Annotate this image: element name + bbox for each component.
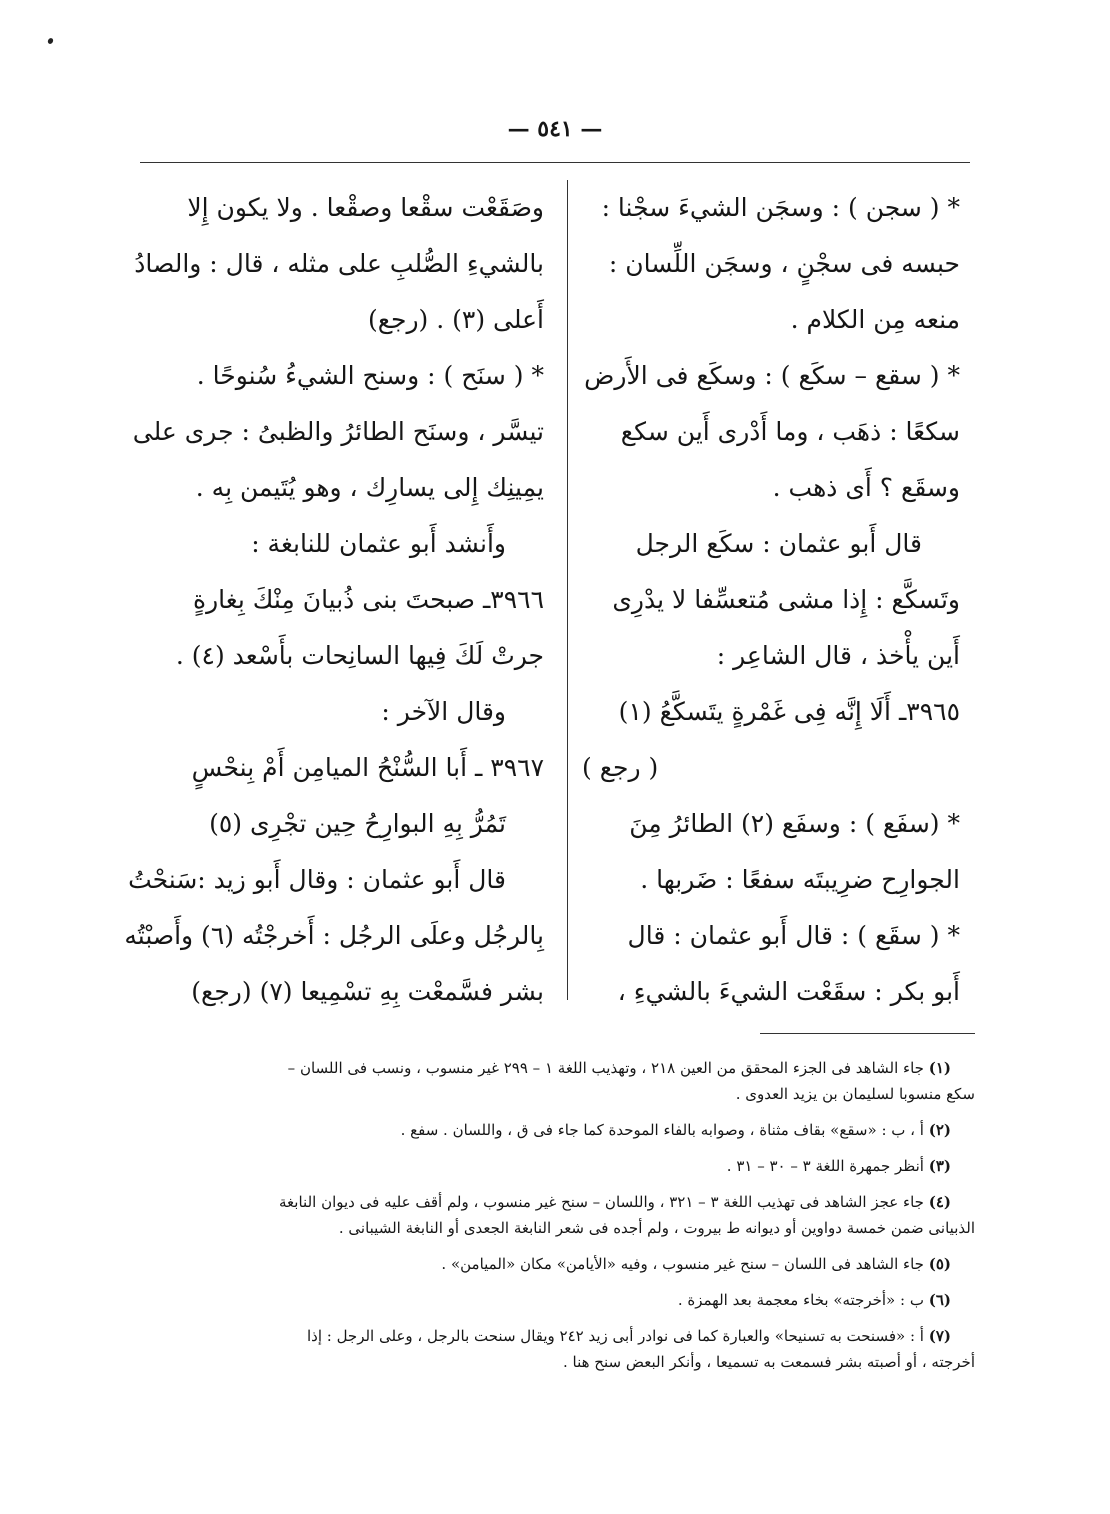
right-line: الجوارِح ضرِيبتَه سفعًا : ضَربها . [640, 865, 960, 894]
left-line: تيسَّر ، وسنَح الطائرُ والظبىُ : جرى على [132, 417, 544, 446]
footnote-line [150, 1287, 975, 1313]
footnote-text: أ ، ب : «سقع» بقاف مثناة ، وصوابه بالفاء الموحدة كما جاء فى ق ، واللسان . سفع . [400, 1121, 924, 1139]
left-line: بشر فسَّمعْت بِهِ تسْمِيعا (٧) (رجع) [191, 977, 544, 1006]
footnote [150, 1117, 975, 1143]
verse-line: ٣٩٦٦ـ صبحتَ بنى ذُبيانَ مِنْكَ بِغارةٍ [193, 585, 544, 614]
right-line: وسقَع ؟ أَى ذهب . [772, 473, 960, 502]
verse-line: ٣٩٦٥ـ أَلَا إِنَّه فِى غَمْرةٍ يتَسكَّعُ (١) [618, 697, 960, 726]
footnote-line [150, 1251, 975, 1277]
left-line: قال أَبو عثمان : وقال أَبو زيد :سَنحْتُ [128, 865, 506, 894]
left-column [124, 180, 544, 1020]
header-rule [140, 162, 970, 163]
footnote-number: (٣) [928, 1157, 951, 1175]
footnote-rule [760, 1033, 975, 1034]
footnotes [150, 1055, 975, 1385]
footnote-line [150, 1153, 975, 1179]
footnote-text: جاء الشاهد فى الجزء المحقق من العين ٢١٨ ، وتهذيب اللغة ١ – ٢٩٩ غير منسوب ، ونسب فى اللسان – [287, 1059, 924, 1077]
footnote-number: (٦) [928, 1291, 951, 1309]
right-column [582, 180, 960, 1020]
right-line: سكعًا : ذهَب ، وما أَدْرى أَين سكع [620, 417, 960, 446]
footnote-number: (١) [928, 1059, 951, 1077]
left-line: وقال الآخر : [381, 697, 506, 726]
footnote [150, 1153, 975, 1179]
footnote [150, 1323, 975, 1375]
right-line: أَين يأْخذ ، قال الشاعِر : [716, 641, 960, 670]
footnote-text: أ : «فسنحت به تسنيحا» والعبارة كما فى نوادر أبى زيد ٢٤٢ ويقال سنحت بالرجل ، وعلى الرجل : إذا [306, 1327, 924, 1345]
left-line: بالشيءِ الصُّلبِ على مثله ، قال : والصادُ [134, 249, 544, 278]
right-line: * (سفَع ) : وسفَع (٢) الطائرُ مِنَ [629, 809, 960, 838]
footnote-number: (٤) [928, 1193, 951, 1211]
footnote-line: سكع منسوبا لسليمان بن يزيد العدوى . [735, 1085, 975, 1103]
footnote-text: جاء الشاهد فى اللسان – سنح غير منسوب ، وفيه «الأيامن» مكان «الميامن» . [441, 1255, 924, 1273]
footnote [150, 1055, 975, 1107]
verse-line: جرتْ لَكَ فِيها السانِحات بأَسْعد (٤) . [175, 641, 544, 670]
right-line: حبسه فى سجْنٍ ، وسجَن اللِّسان : [608, 249, 960, 278]
left-line: يمِينِك إِلى يسارِك ، وهو يُتَيمن بِه . [195, 473, 544, 502]
footnote-line [150, 1323, 975, 1349]
section-end-marker: ( رجع ) [582, 753, 659, 782]
right-line: * ( سجن ) : وسجَن الشيءَ سجْنا : [601, 193, 960, 222]
footnote-number: (٥) [928, 1255, 951, 1273]
verse-line: تَمُرُّ بِهِ البوارِحُ حِين تجْرِى (٥) [209, 809, 506, 838]
left-line: وأَنشد أَبو عثمان للنابغة : [251, 529, 506, 558]
footnote-line: أخرجته ، أو أصبته بشر فسمعت به تسميعا ، وأنكر البعض سنح هنا . [562, 1353, 975, 1371]
footnote-number: (٧) [928, 1327, 951, 1345]
footnote [150, 1251, 975, 1277]
verse-line: ٣٩٦٧ ـ أَبا السُّنْحُ الميامِن أَمْ بِنحْسٍ [191, 753, 544, 782]
footnote-line [150, 1117, 975, 1143]
footnote-text: جاء عجز الشاهد فى تهذيب اللغة ٣ – ٣٢١ ، واللسان – سنح غير منسوب ، ولم أقف عليه فى ديوان النابغة [279, 1193, 924, 1211]
right-line: * ( سقع – سكَع ) : وسكَع فى الأَرض [584, 361, 960, 390]
footnote-text: ب : «أخرجته» بخاء معجمة بعد الهمزة . [677, 1291, 924, 1309]
column-divider [567, 180, 568, 1000]
footnote [150, 1287, 975, 1313]
footnote-line: الذبيانى ضمن خمسة دواوين أو ديوانه ط بيروت ، ولم أجده فى شعر النابغة الجعدى أو النابغة الشيبانى . [338, 1219, 975, 1237]
right-line: منعه مِن الكلام . [790, 305, 960, 334]
left-line: أَعلى (٣) . (رجع) [367, 305, 544, 334]
left-line: * ( سنَح ) : وسنح الشيءُ سُنوحًا . [196, 361, 544, 390]
scan-speck [47, 37, 54, 45]
right-line: قال أَبو عثمان : سكَع الرجل [635, 529, 922, 558]
footnote [150, 1189, 975, 1241]
footnote-line [150, 1189, 975, 1215]
footnote-text: أنظر جمهرة اللغة ٣ – ٣٠ – ٣١ . [726, 1157, 924, 1175]
page-number: — ٥٤١ — [507, 116, 603, 142]
right-line: وتَسكَّع : إِذا مشى مُتعسِّفا لا يدْرِى [612, 585, 960, 614]
left-line: بِالرجُل وعلَى الرجُل : أَخرجْتُه (٦) وأَصبْتُه [124, 921, 544, 950]
right-line: أَبو بكر : سقَعْت الشيءَ بالشيءِ ، [617, 977, 960, 1006]
footnote-line [150, 1055, 975, 1081]
left-line: وصَقَعْت سقْعا وصقْعا . ولا يكون إِلا [187, 193, 544, 222]
right-line: * ( سقَع ) : قال أَبو عثمان : قال [627, 921, 960, 950]
footnote-number: (٢) [928, 1121, 951, 1139]
